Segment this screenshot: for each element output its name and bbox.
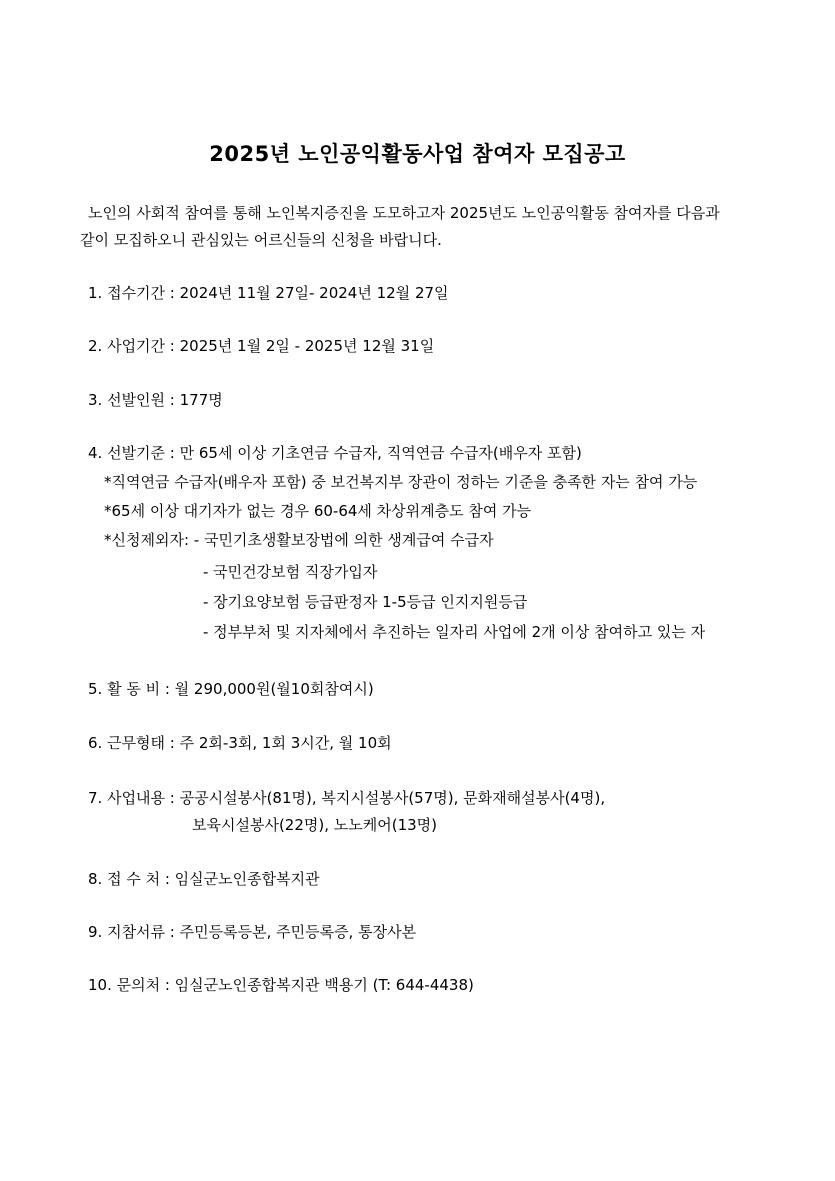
item-work-type: 6. 근무형태 : 주 2회-3회, 1회 3시간, 월 10회 <box>88 734 392 752</box>
exclusion-line-4: - 정부부처 및 지자체에서 추진하는 일자리 사업에 2개 이상 참여하고 있는 자 <box>203 623 706 641</box>
item-reception-period: 1. 접수기간 : 2024년 11월 27일- 2024년 12월 27일 <box>88 284 449 302</box>
criteria-note-2: *65세 이상 대기자가 없는 경우 60-64세 차상위계층도 참여 가능 <box>104 502 532 520</box>
item-project-content: 7. 사업내용 : 공공시설봉사(81명), 복지시설봉사(57명), 문화재해설봉사(4명), <box>88 789 606 807</box>
item-criteria: 4. 선발기준 : 만 65세 이상 기초연금 수급자, 직역연금 수급자(배우자 포함) <box>88 444 582 462</box>
item-documents: 9. 지참서류 : 주민등록등본, 주민등록증, 통장사본 <box>88 923 417 941</box>
exclusion-line-3: - 장기요양보험 등급판정자 1-5등급 인지지원등급 <box>203 593 528 611</box>
page-title: 2025년 노인공익활동사업 참여자 모집공고 <box>209 142 626 166</box>
item-project-content-cont: 보육시설봉사(22명), 노노케어(13명) <box>192 816 437 834</box>
intro-line-2: 같이 모집하오니 관심있는 어르신들의 신청을 바랍니다. <box>80 231 442 249</box>
item-contact: 10. 문의처 : 임실군노인종합복지관 백용기 (T: 644-4438) <box>88 976 474 994</box>
intro-paragraph <box>80 200 780 254</box>
intro-line-1: 노인의 사회적 참여를 통해 노인복지증진을 도모하고자 2025년도 노인공익활동 참여자를 다음과 <box>88 204 720 222</box>
exclusion-line-2: - 국민건강보험 직장가입자 <box>203 563 378 581</box>
criteria-note-1: *직역연금 수급자(배우자 포함) 중 보건복지부 장관이 정하는 기준을 충족한 자는 참여 가능 <box>104 473 698 491</box>
item-project-period: 2. 사업기간 : 2025년 1월 2일 - 2025년 12월 31일 <box>88 337 435 355</box>
item-selection-count: 3. 선발인원 : 177명 <box>88 391 223 409</box>
exclusion-line-1: *신청제외자: - 국민기초생활보장법에 의한 생계급여 수급자 <box>104 531 494 549</box>
item-activity-fee: 5. 활 동 비 : 월 290,000원(월10회참여시) <box>88 680 374 698</box>
item-reception-place: 8. 접 수 처 : 임실군노인종합복지관 <box>88 870 320 888</box>
